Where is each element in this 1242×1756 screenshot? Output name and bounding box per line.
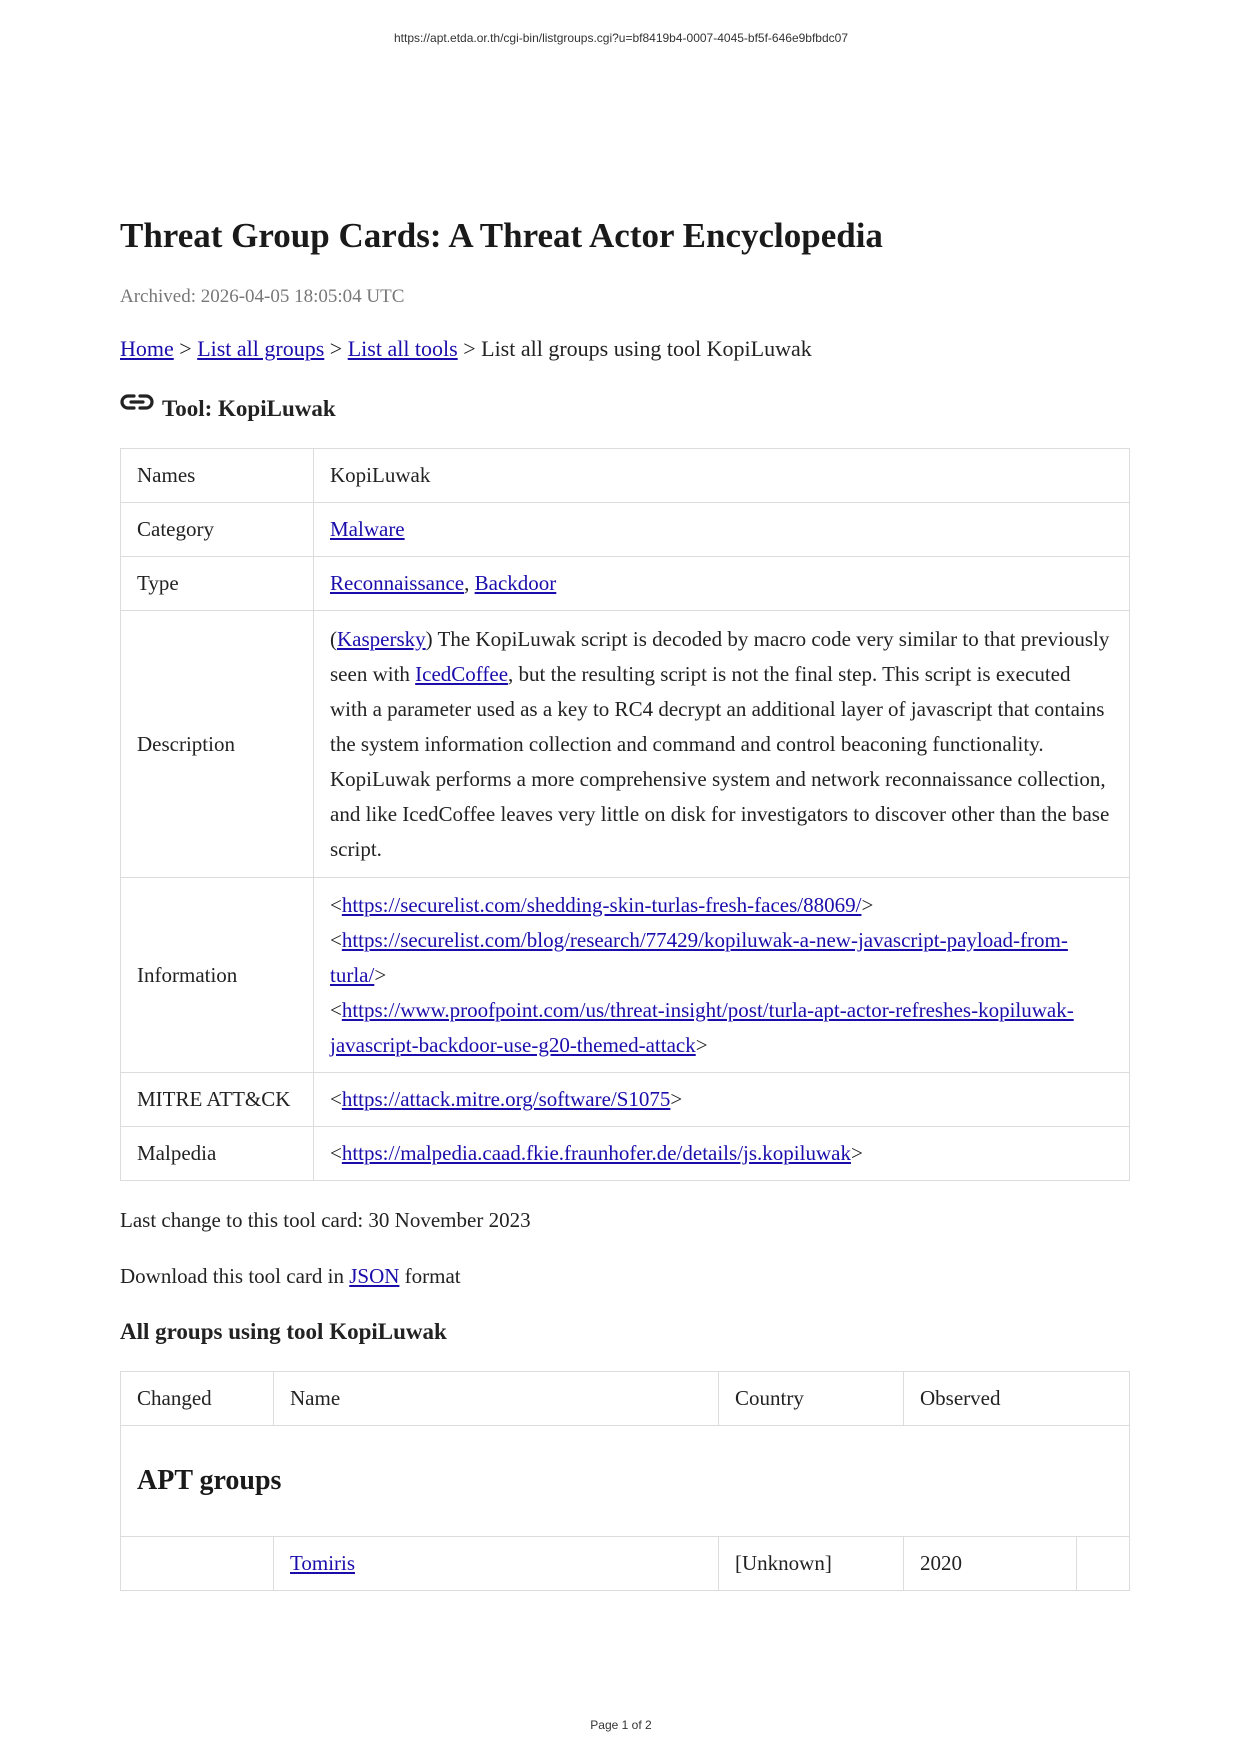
group-country: [Unknown] bbox=[719, 1537, 904, 1591]
table-row bbox=[121, 1073, 1130, 1127]
information-link-securelist-kopiluwak[interactable]: https://securelist.com/blog/research/77429/kopiluwak-a-new-javascript-payload-from-turla/ bbox=[330, 927, 1068, 987]
angle-close: > bbox=[670, 1087, 683, 1111]
malpedia-label: Malpedia bbox=[121, 1127, 314, 1181]
apt-groups-section-title: APT groups bbox=[121, 1426, 1130, 1537]
group-link-tomiris[interactable]: Tomiris bbox=[290, 1551, 356, 1575]
information-label: Information bbox=[121, 878, 314, 1073]
description-label: Description bbox=[121, 611, 314, 878]
angle-close: > bbox=[861, 892, 874, 917]
angle-open: < bbox=[330, 927, 342, 952]
type-label: Type bbox=[121, 557, 314, 611]
kaspersky-source-link[interactable]: Kaspersky bbox=[337, 626, 426, 651]
icedcoffee-link[interactable]: IcedCoffee bbox=[415, 661, 509, 686]
category-label: Category bbox=[121, 503, 314, 557]
tool-heading-text: Tool: KopiLuwak bbox=[162, 396, 336, 421]
archived-timestamp: Archived: 2026-04-05 18:05:04 UTC bbox=[120, 286, 405, 307]
column-header-observed: Observed bbox=[904, 1372, 1130, 1426]
breadcrumb-separator: > bbox=[324, 336, 348, 361]
group-empty-cell bbox=[1077, 1537, 1130, 1591]
download-suffix: format bbox=[399, 1264, 461, 1288]
table-row bbox=[121, 1127, 1130, 1181]
names-value: KopiLuwak bbox=[314, 449, 1130, 503]
information-line bbox=[330, 923, 1113, 993]
table-row bbox=[121, 611, 1130, 878]
tool-heading bbox=[120, 394, 1130, 424]
angle-close: > bbox=[374, 962, 387, 987]
information-cell bbox=[314, 878, 1130, 1073]
description-cell bbox=[314, 611, 1130, 878]
description-text-2: , but the resulting script is not the final step. This script is executed with a parameter used as a key to RC4 decrypt an additional layer of javascript that contains the system information collection and command and control beaconing functionality. KopiLuwak performs a more comprehensive system and network reconnaissance collection, and like IcedCoffee leaves very little on disk for investigators to discover other than the base script. bbox=[330, 661, 1110, 861]
group-changed bbox=[121, 1537, 274, 1591]
category-cell bbox=[314, 503, 1130, 557]
description-open-paren: ( bbox=[330, 626, 337, 651]
column-header-country: Country bbox=[719, 1372, 904, 1426]
column-header-changed: Changed bbox=[121, 1372, 274, 1426]
angle-open: < bbox=[330, 892, 342, 917]
angle-close: > bbox=[695, 1032, 708, 1057]
breadcrumb-current: > List all groups using tool KopiLuwak bbox=[457, 336, 812, 361]
page-number: Page 1 of 2 bbox=[590, 1718, 652, 1732]
table-row bbox=[121, 557, 1130, 611]
print-header-url: https://apt.etda.or.th/cgi-bin/listgroups.cgi?u=bf8419b4-0007-4045-bf5f-646e9bfbdc07 bbox=[394, 31, 848, 45]
breadcrumb-separator: > bbox=[173, 336, 198, 361]
table-row bbox=[121, 449, 1130, 503]
malpedia-cell bbox=[314, 1127, 1130, 1181]
type-link-reconnaissance[interactable]: Reconnaissance bbox=[330, 571, 465, 595]
last-change-text: Last change to this tool card: 30 November 2023 bbox=[120, 1208, 531, 1232]
mitre-cell bbox=[314, 1073, 1130, 1127]
table-row bbox=[121, 1537, 1130, 1591]
angle-open: < bbox=[330, 1141, 342, 1165]
type-separator: , bbox=[464, 571, 475, 595]
malpedia-link[interactable]: https://malpedia.caad.fkie.fraunhofer.de/details/js.kopiluwak bbox=[341, 1141, 851, 1165]
section-row bbox=[121, 1426, 1130, 1537]
group-name-cell bbox=[274, 1537, 719, 1591]
information-link-securelist-shedding-skin[interactable]: https://securelist.com/shedding-skin-turlas-fresh-faces/88069/ bbox=[341, 892, 862, 917]
breadcrumb-groups-link[interactable]: List all groups bbox=[197, 336, 325, 361]
groups-heading: All groups using tool KopiLuwak bbox=[120, 1319, 447, 1344]
names-label: Names bbox=[121, 449, 314, 503]
angle-open: < bbox=[330, 1087, 342, 1111]
main-content bbox=[120, 212, 1130, 1591]
page-title: Threat Group Cards: A Threat Actor Encyclopedia bbox=[120, 216, 883, 255]
groups-table bbox=[120, 1371, 1130, 1591]
information-line bbox=[330, 993, 1113, 1063]
angle-close: > bbox=[850, 1141, 863, 1165]
breadcrumb bbox=[120, 334, 1130, 364]
download-line bbox=[120, 1259, 1130, 1293]
column-header-name: Name bbox=[274, 1372, 719, 1426]
category-link[interactable]: Malware bbox=[330, 517, 405, 541]
description-text-1: ) The KopiLuwak script is decoded by macro code very similar to that previously seen with bbox=[330, 626, 1110, 686]
information-line bbox=[330, 888, 1113, 923]
tool-info-table bbox=[120, 448, 1130, 1181]
table-row bbox=[121, 503, 1130, 557]
groups-header-row bbox=[121, 1372, 1130, 1426]
type-cell bbox=[314, 557, 1130, 611]
mitre-link[interactable]: https://attack.mitre.org/software/S1075 bbox=[341, 1087, 671, 1111]
link-icon bbox=[120, 391, 154, 413]
download-prefix: Download this tool card in bbox=[120, 1264, 350, 1288]
json-download-link[interactable]: JSON bbox=[349, 1264, 400, 1288]
angle-open: < bbox=[330, 997, 342, 1022]
information-link-proofpoint[interactable]: https://www.proofpoint.com/us/threat-insight/post/turla-apt-actor-refreshes-kopiluwak-javascript-backdoor-use-g20-themed-attack bbox=[330, 997, 1074, 1057]
group-observed: 2020 bbox=[904, 1537, 1077, 1591]
mitre-label: MITRE ATT&CK bbox=[121, 1073, 314, 1127]
breadcrumb-tools-link[interactable]: List all tools bbox=[347, 336, 458, 361]
table-row bbox=[121, 878, 1130, 1073]
type-link-backdoor[interactable]: Backdoor bbox=[474, 571, 557, 595]
breadcrumb-home-link[interactable]: Home bbox=[120, 336, 174, 361]
